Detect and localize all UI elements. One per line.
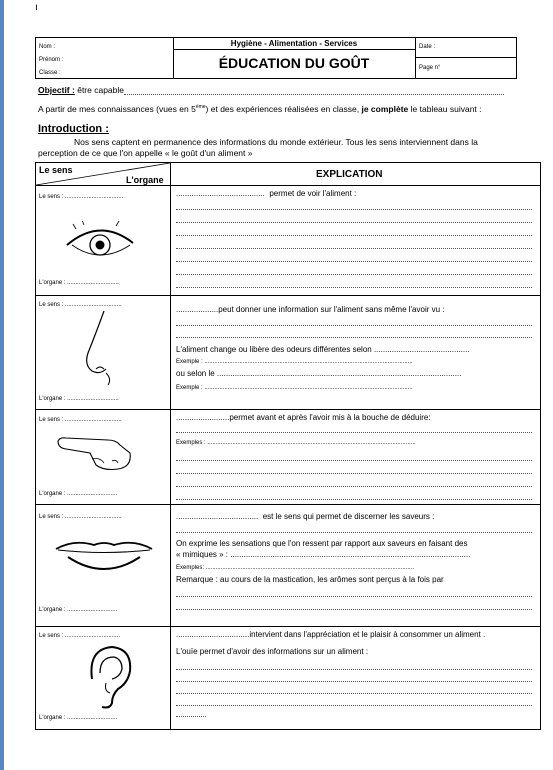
introduction-line-2: perception de ce que l'on appelle « le goût d'un aliment »	[38, 148, 253, 158]
prenom-label: Prénom :	[39, 57, 64, 63]
organe-label: L'organe : ..............................	[39, 491, 118, 497]
row3-text: ........................permet avant et après l'avoir mis à la bouche de déduire:	[176, 413, 431, 422]
col-organe-header: L'organe	[126, 175, 164, 185]
nose-icon	[82, 309, 122, 385]
organe-label: L'organe : ..............................	[39, 715, 118, 721]
organe-label: L'organe : ...............................	[39, 396, 119, 402]
row2-ou-selon: ou selon le ..............................................................................................................	[176, 369, 462, 378]
introduction-heading: Introduction :	[38, 123, 109, 135]
organe-label: L'organe : ...............................	[39, 280, 119, 286]
sens-label: Le sens : ...................................	[39, 194, 124, 200]
introduction-line-1: Nos sens captent en permanence des informations du monde extérieur. Tous les sens interviennent dans la	[74, 137, 478, 147]
senses-table	[35, 162, 541, 730]
row4-text: ..................................... est le sens qui permet de discerner les saveurs :	[176, 512, 435, 521]
row4-remarque: Remarque : au cours de la mastication, les arômes sont perçus à la fois par	[176, 575, 444, 584]
student-info	[36, 38, 174, 78]
finger-icon	[56, 431, 136, 473]
row4-text3: « mimiques » : ............................................................................................................	[176, 550, 471, 559]
row5-text2: L'ouïe permet d'avoir des informations sur un aliment :	[176, 647, 369, 656]
sens-label: Le sens : ..................................	[39, 514, 122, 520]
eye-icon	[64, 221, 136, 263]
date-label: Date :	[419, 44, 436, 50]
row2-text: ...................peut donner une information sur l'aliment sans même l'avoir vu :	[176, 305, 445, 314]
row4-exemples: Exemples: .............................................................................................................................	[176, 565, 415, 571]
row5-text: .................................intervient dans l'appréciation et le plaisir à consommer un aliment .	[176, 630, 486, 639]
page-label: Page n°	[419, 65, 441, 71]
sens-label: Le sens : ..................................	[39, 302, 122, 308]
date-cell	[416, 38, 516, 78]
cursor-mark: ı	[35, 2, 38, 13]
row4-text2: On exprime les sensations que l'on ressent par rapport aux saveurs en faisant des	[176, 539, 468, 548]
organe-label: L'organe : ..............................	[39, 607, 118, 613]
row1-text: ........................................ permet de voir l'aliment :	[176, 189, 357, 198]
row2-text2: L'aliment change ou libère des odeurs différentes selon ...........................................	[176, 345, 470, 354]
instruction-line: A partir de mes connaissances (vues en 5ème) et des expériences réalisées en classe, je complète le tableau suivant :	[38, 104, 482, 114]
row2-exemple: Exemple : .............................................................................................................................	[176, 359, 413, 365]
ear-icon	[84, 643, 136, 711]
mouth-icon	[54, 537, 154, 577]
col-explication-header: EXPLICATION	[316, 169, 383, 180]
objectif-line: Objectif : être capable	[38, 85, 125, 95]
row3-exemples: Exemples : .............................................................................................................................	[176, 440, 416, 446]
sens-label: Le sens : .................................	[39, 633, 121, 639]
subtitle: Hygiène - Alimentation - Services	[173, 38, 415, 50]
header-box	[35, 37, 517, 79]
title-cell	[173, 38, 416, 78]
col-sens-header: Le sens	[39, 165, 73, 175]
nom-label: Nom :	[39, 44, 56, 50]
row2-exemple-2: Exemple : .............................................................................................................................	[176, 385, 413, 391]
page-title: ÉDUCATION DU GOÛT	[218, 55, 370, 71]
classe-label: Classe :	[39, 70, 61, 76]
sens-label: Le sens : ..................................	[39, 417, 122, 423]
